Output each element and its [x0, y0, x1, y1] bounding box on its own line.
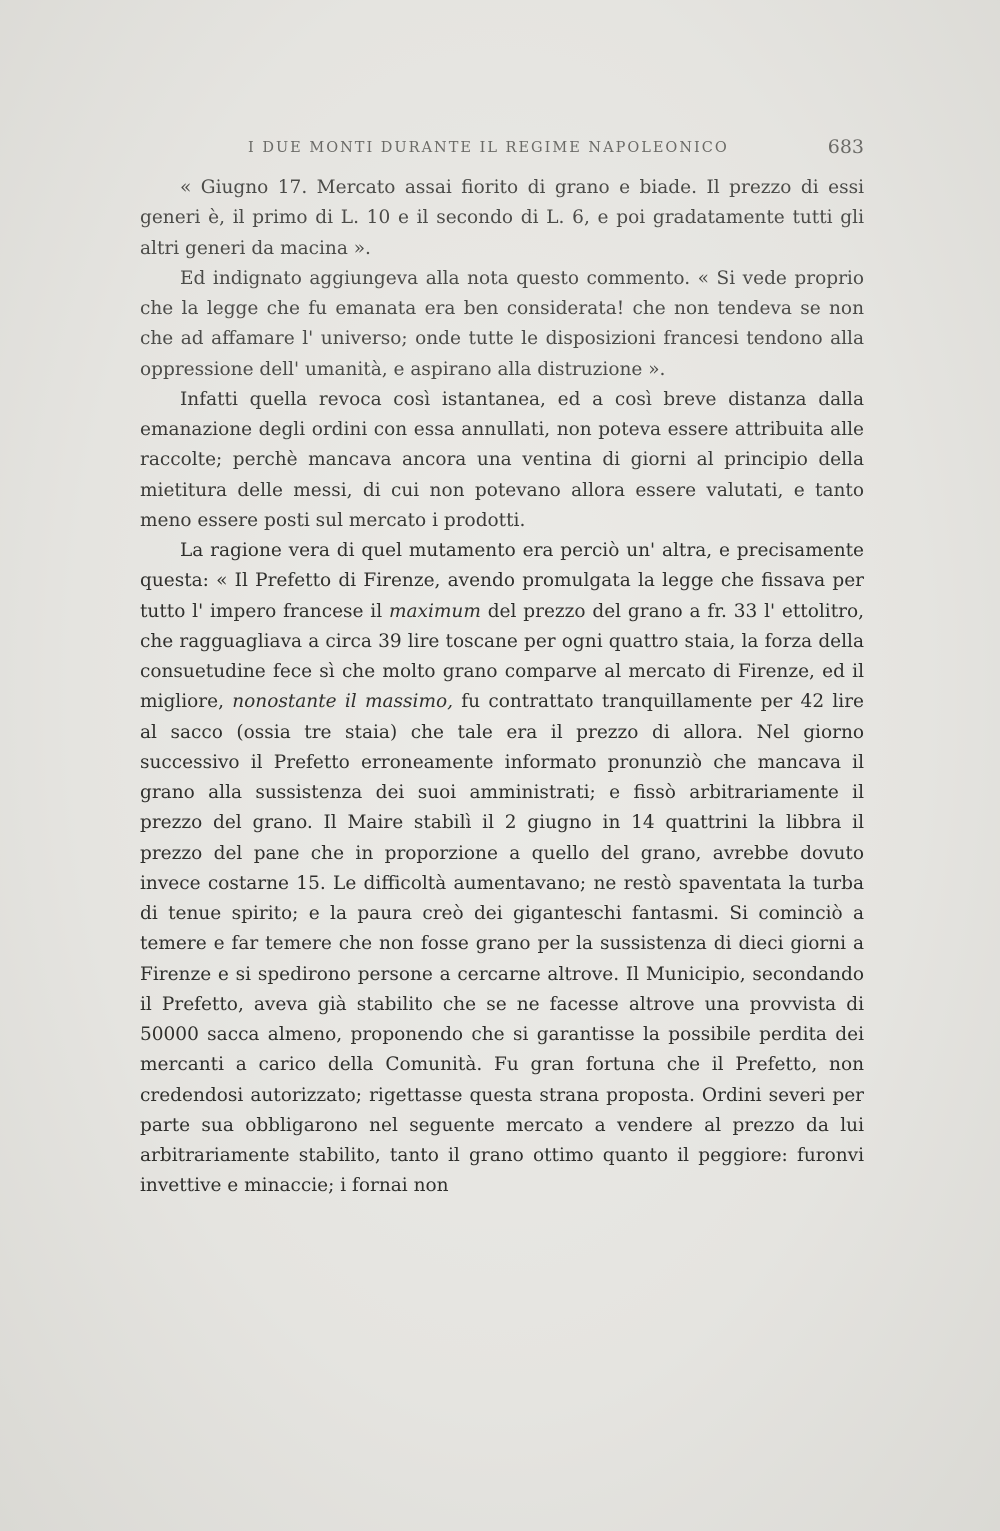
running-title: I DUE MONTI DURANTE IL REGIME NAPOLEONICO [248, 140, 729, 156]
paragraph-2: Ed indignato aggiungeva alla nota questo commento. « Si vede proprio che la legge che fu emanata era ben considerata! che non tendeva se non che ad affamare l' universo; onde tutte le disposizioni francesi tendono alla oppressione dell' umanità, e aspirano alla distruzione ». [140, 267, 864, 380]
italic-nonostante: nonostante il massimo, [232, 691, 454, 713]
body-text [140, 173, 864, 1202]
paragraph-1: « Giugno 17. Mercato assai fiorito di grano e biade. Il prezzo di essi generi è, il primo di L. 10 e il secondo di L. 6, e poi gradatamente tutti gli altri generi da macina ». [140, 177, 864, 259]
paragraph-4 [140, 536, 864, 1202]
page-header [140, 136, 864, 162]
page-number: 683 [827, 136, 864, 158]
italic-maximum: maximum [388, 600, 481, 622]
paragraph-4-part-3: fu contrattato tranquillamente per 42 lire al sacco (ossia tre staia) che tale era il prezzo di allora. Nel giorno successivo il Prefetto erroneamente informato pronunziò che mancava il grano alla sussistenza dei suoi amministrati; e fissò arbitrariamente il prezzo del grano. Il Maire stabilì il 2 giugno in 14 quattrini la libbra il prezzo del pane che in proporzione a quello del grano, avrebbe dovuto invece costarne 15. Le difficoltà aumentavano; ne restò spaventata la turba di tenue spirito; e la paura creò dei giganteschi fantasmi. Si cominciò a temere e far temere che non fosse grano per la sussistenza di dieci giorni a Firenze e si spedirono persone a cercarne altrove. Il Municipio, secondando il Prefetto, aveva già stabilito che se ne facesse altrove una provvista di 50000 sacca almeno, proponendo che si garantisse la possibile perdita dei mercanti a carico della Comunità. Fu gran fortuna che il Prefetto, non credendosi autorizzato; rigettasse questa strana proposta. Ordini severi per parte sua obbligarono nel seguente mercato a vendere al prezzo da lui arbitrariamente stabilito, tanto il grano ottimo quanto il peggiore: furonvi invettive e minaccie; i fornai non [140, 691, 865, 1197]
paragraph-3: Infatti quella revoca così istantanea, ed a così breve distanza dalla emanazione degli ordini con essa annullati, non poteva essere attribuita alle raccolte; perchè mancava ancora una ventina di giorni al principio della mietitura delle messi, di cui non potevano allora essere valutati, e tanto meno essere posti sul mercato i prodotti. [140, 388, 864, 531]
paragraph-4-part-1: La ragione vera di quel mutamento era perciò un' altra, e precisamente questa: « Il Prefetto di Firenze, avendo promulgata la legge che fissava per tutto l' impero francese il [140, 540, 864, 622]
paragraph-4-part-2: del prezzo del grano a fr. 33 l' ettolitro, che ragguagliava a circa 39 lire toscane per ogni quattro staia, la forza della consuetudine fece sì che molto grano comparve al mercato di Firenze, ed il migliore, [140, 600, 864, 713]
